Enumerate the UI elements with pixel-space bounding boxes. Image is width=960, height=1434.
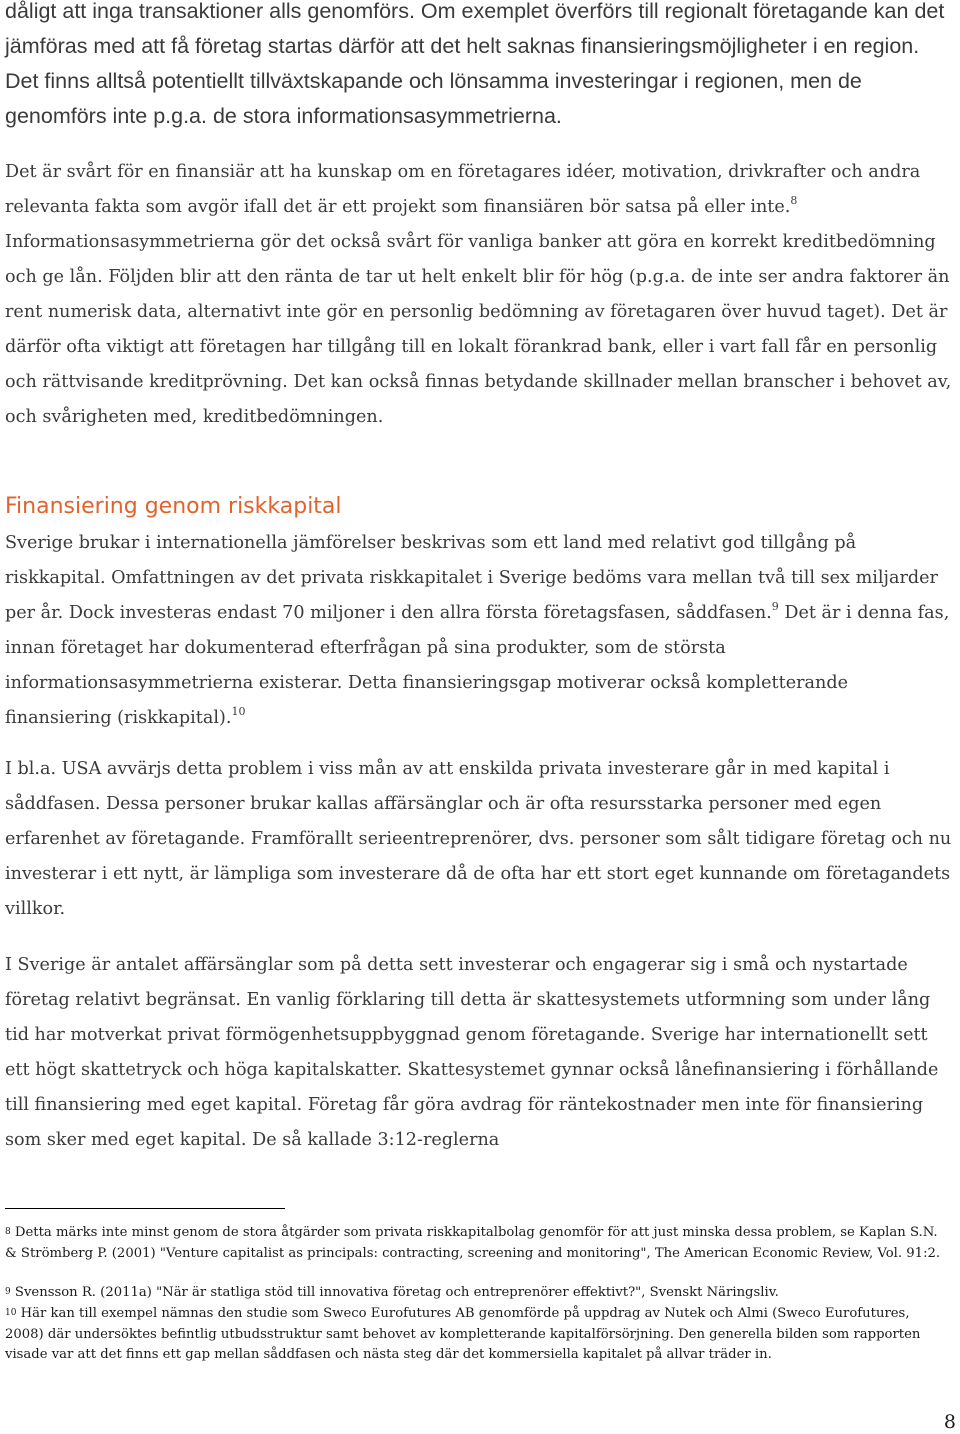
footnote-reference: 10 — [231, 705, 246, 718]
paragraph-text: Det är i denna fas, innan företaget har dokumenterad efterfrågan på sina produkter, som de största informationsasymmetrierna existerar. Detta finansieringsgap motiverar också kompletterande finansiering (riskkapital). — [5, 603, 950, 728]
footnote-reference: 8 — [790, 194, 798, 207]
footnote-text: Svensson R. (2011a) "När är statliga stöd till innovativa företag och entreprenörer effektivt?", Svenskt Näringsliv. — [10, 1285, 779, 1300]
footnote-divider — [5, 1208, 285, 1209]
intro-paragraph: dåligt att inga transaktioner alls genomförs. Om exemplet överförs till regionalt företagande kan det jämföras med att få företag startas därför att det helt saknas finansieringsmöjligheter i en region. Det finns alltså potentiellt tillväxtskapande och lönsamma investeringar i regionen, men de genomförs inte p.g.a. de stora informationsasymmetrierna. — [5, 0, 945, 128]
paragraph-business-angels-usa: I bl.a. USA avvärjs detta problem i viss mån av att enskilda privata investerare går in med kapital i såddfasen. Dessa personer brukar kallas affärsänglar och är ofta resursstarka personer med egen erfarenhet av företagande. Framförallt serieentreprenörer, dvs. personer som sålt tidigare företag och nu investerar i ett nytt, är lämpliga som investerare då de ofta har ett stort eget kunnande om företagandets villkor. — [5, 759, 952, 919]
paragraph-text: Det är svårt för en finansiär att ha kunskap om en företagares idéer, motivation, drivkrafter och andra relevanta fakta som avgör ifall det är ett projekt som finansiären bör satsa på eller inte. — [5, 162, 921, 217]
footnote-number: 10 — [5, 1308, 17, 1318]
paragraph-risk-capital — [5, 526, 957, 736]
footnote-9 — [5, 1282, 950, 1304]
footnote-number: 8 — [5, 1227, 11, 1237]
section-heading: Finansiering genom riskkapital — [5, 494, 342, 519]
footnote-reference: 9 — [771, 600, 779, 613]
footnote-10 — [5, 1303, 950, 1366]
paragraph-text: Informationsasymmetrierna gör det också svårt för vanliga banker att göra en korrekt kreditbedömning och ge lån. Följden blir att den ränta de tar ut helt enkelt blir för hög (p.g.a. de inte ser andra faktorer än rent numerisk data, alternativt inte gör en personlig bedömning av företagaren över huvud taget). Det är därför ofta viktigt att företagen har tillgång till en lokalt förankrad bank, eller i vart fall får en personlig och rättvisande kreditprövning. Det kan också finnas betydande skillnader mellan branscher i behovet av, och svårigheten med, kreditbedömningen. — [5, 232, 952, 427]
paragraph-information-asymmetry — [5, 155, 957, 435]
footnote-text: Här kan till exempel nämnas den studie som Sweco Eurofutures AB genomförde på uppdrag av Nutek och Almi (Sweco Eurofutures, 2008) där undersöktes befintlig utbudsstruktur samt behovet av kompletterande kapitalförsörjning. Den generella bilden som rapporten visade var att det finns ett gap mellan såddfasen och nästa steg där det kommersiella kapitalet på allvar träder in. — [5, 1306, 921, 1362]
footnote-text: Detta märks inte minst genom de stora åtgärder som privata riskkapitalbolag genomför för att just minska dessa problem, se Kaplan S.N. & Strömberg P. (2001) "Venture capitalist as principals: contracting, screening and monitoring", The American Economic Review, Vol. 91:2. — [5, 1225, 941, 1261]
paragraph-business-angels-sweden: I Sverige är antalet affärsänglar som på detta sett investerar och engagerar sig i små och nystartade företag relativt begränsat. En vanlig förklaring till detta är skattesystemets utformning som under lång tid har motverkat privat förmögenhetsuppbyggnad genom företagande. Sverige har internationellt sett ett högt skattetryck och höga kapitalskatter. Skattesystemet gynnar också lånefinansiering i förhållande till finansiering med eget kapital. Företag får göra avdrag för räntekostnader men inte för finansiering som sker med eget kapital. De så kallade 3:12-reglerna — [5, 955, 939, 1150]
paragraph-text: Sverige brukar i internationella jämförelser beskrivas som ett land med relativt god tillgång på riskkapital. Omfattningen av det privata riskkapitalet i Sverige bedöms vara mellan två till sex miljarder per år. Dock investeras endast 70 miljoner i den allra första företagsfasen, såddfasen. — [5, 533, 938, 623]
footnote-8 — [5, 1222, 950, 1264]
footnote-number: 9 — [5, 1287, 11, 1297]
page-number: 8 — [943, 1411, 956, 1433]
